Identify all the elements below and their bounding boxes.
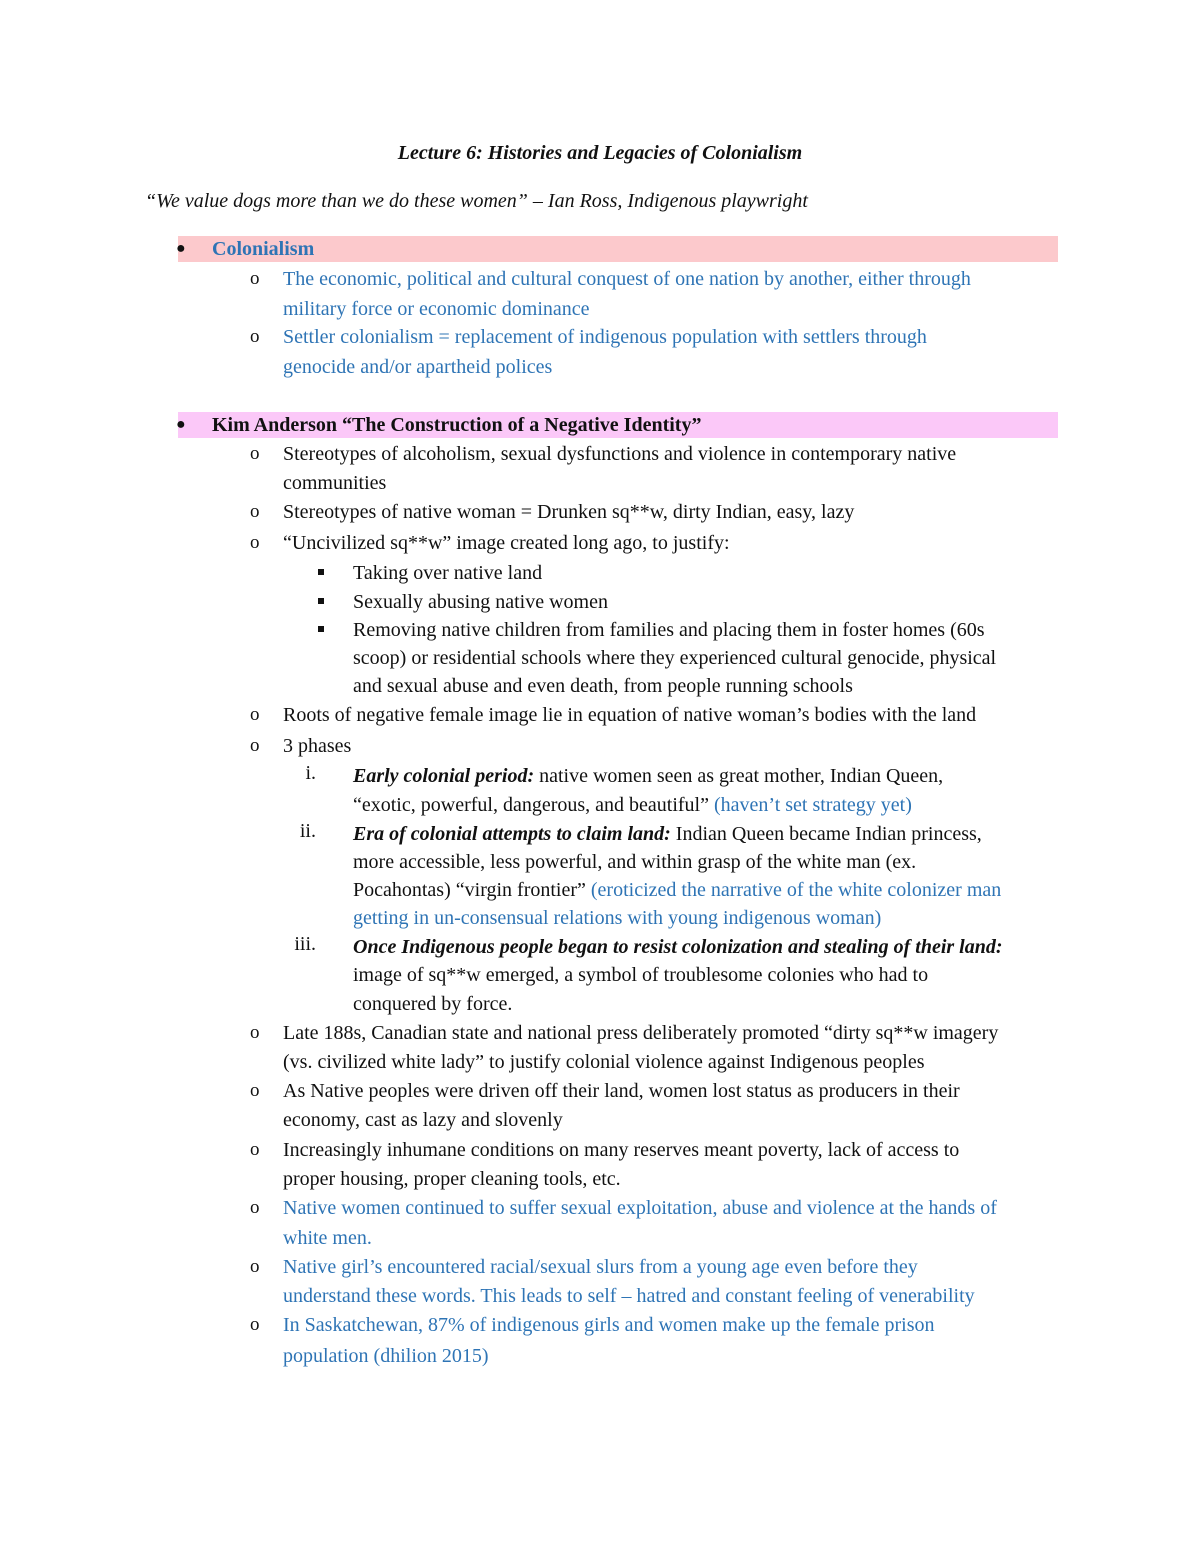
inhumane-conditions-line2: proper housing, proper cleaning tools, etc. (283, 1168, 621, 1190)
bullet-dot: ● (176, 416, 186, 433)
bullet-o: o (250, 1080, 260, 1101)
stereotypes-alcoholism-line2: communities (283, 472, 387, 494)
justify-item-3-line1: Removing native children from families and placing them in foster homes (60s (353, 619, 985, 641)
saskatchewan-stat-line2: population (dhilion 2015) (283, 1345, 489, 1367)
bullet-square (318, 569, 324, 575)
late-188s-line1: Late 188s, Canadian state and national press deliberately promoted “dirty sq**w imagery (283, 1022, 999, 1044)
phase-2-line4: getting in un-consensual relations with young indigenous woman) (353, 907, 882, 929)
bullet-o: o (250, 532, 260, 553)
bullet-o: o (250, 326, 260, 347)
justify-item-3-line2: scoop) or residential schools where they experienced cultural genocide, physical (353, 647, 997, 669)
uncivilized-image: “Uncivilized sq**w” image created long ago, to justify: (283, 532, 730, 554)
three-phases: 3 phases (283, 735, 352, 757)
driven-off-land-line1: As Native peoples were driven off their land, women lost status as producers in their (283, 1080, 960, 1102)
sexual-exploitation-line1: Native women continued to suffer sexual exploitation, abuse and violence at the hands of (283, 1197, 997, 1219)
bullet-o: o (250, 1314, 260, 1335)
colonialism-def-line1: The economic, political and cultural conquest of one nation by another, either through (283, 268, 971, 290)
racial-slurs-line1: Native girl’s encountered racial/sexual slurs from a young age even before they (283, 1256, 918, 1278)
sexual-exploitation-line2: white men. (283, 1227, 372, 1249)
justify-item-1: Taking over native land (353, 562, 543, 584)
stereotypes-native-woman: Stereotypes of native woman = Drunken sq**w, dirty Indian, easy, lazy (283, 501, 855, 523)
phase-1-line2: “exotic, powerful, dangerous, and beautiful” (haven’t set strategy yet) (353, 794, 912, 816)
roman-numeral-iii: iii. (294, 933, 316, 955)
phase-3-line3: conquered by force. (353, 993, 513, 1015)
opening-quote: “We value dogs more than we do these women” – Ian Ross, Indigenous playwright (145, 190, 808, 212)
section-heading-colonialism: Colonialism (212, 238, 315, 260)
phase-2-line2: more accessible, less powerful, and within grasp of the white man (ex. (353, 851, 917, 873)
phase-3-line2: image of sq**w emerged, a symbol of troublesome colonies who had to (353, 964, 929, 986)
colonialism-def-line2: military force or economic dominance (283, 298, 590, 320)
phase-1-line1: Early colonial period: native women seen as great mother, Indian Queen, (353, 765, 944, 787)
roots-negative-image: Roots of negative female image lie in equation of native woman’s bodies with the land (283, 704, 977, 726)
justify-item-3-line3: and sexual abuse and even death, from people running schools (353, 675, 853, 697)
bullet-o: o (250, 268, 260, 289)
stereotypes-alcoholism-line1: Stereotypes of alcoholism, sexual dysfunctions and violence in contemporary native (283, 443, 957, 465)
section-heading-kim-anderson: Kim Anderson “The Construction of a Negative Identity” (212, 414, 702, 436)
late-188s-line2: (vs. civilized white lady” to justify colonial violence against Indigenous peoples (283, 1051, 925, 1073)
page-title: Lecture 6: Histories and Legacies of Colonialism (397, 142, 803, 164)
driven-off-land-line2: economy, cast as lazy and slovenly (283, 1109, 563, 1131)
settler-colonialism-line1: Settler colonialism = replacement of indigenous population with settlers through (283, 326, 927, 348)
bullet-square (318, 626, 324, 632)
bullet-o: o (250, 443, 260, 464)
justify-item-2: Sexually abusing native women (353, 591, 608, 613)
bullet-dot: ● (176, 240, 186, 257)
phase-2-line1: Era of colonial attempts to claim land: Indian Queen became Indian princess, (353, 823, 982, 845)
bullet-square (318, 598, 324, 604)
inhumane-conditions-line1: Increasingly inhumane conditions on many reserves meant poverty, lack of access to (283, 1139, 960, 1161)
saskatchewan-stat-line1: In Saskatchewan, 87% of indigenous girls and women make up the female prison (283, 1314, 935, 1336)
bullet-o: o (250, 704, 260, 725)
bullet-o: o (250, 1197, 260, 1218)
bullet-o: o (250, 735, 260, 756)
racial-slurs-line2: understand these words. This leads to self – hatred and constant feeling of venerability (283, 1285, 975, 1307)
bullet-o: o (250, 501, 260, 522)
roman-numeral-ii: ii. (299, 820, 316, 842)
settler-colonialism-line2: genocide and/or apartheid polices (283, 356, 553, 378)
phase-2-line3: Pocahontas) “virgin frontier” (eroticized the narrative of the white colonizer man (353, 879, 1002, 901)
bullet-o: o (250, 1139, 260, 1160)
roman-numeral-i: i. (305, 762, 316, 784)
phase-3-line1: Once Indigenous people began to resist colonization and stealing of their land: (353, 936, 1003, 958)
bullet-o: o (250, 1256, 260, 1277)
bullet-o: o (250, 1022, 260, 1043)
